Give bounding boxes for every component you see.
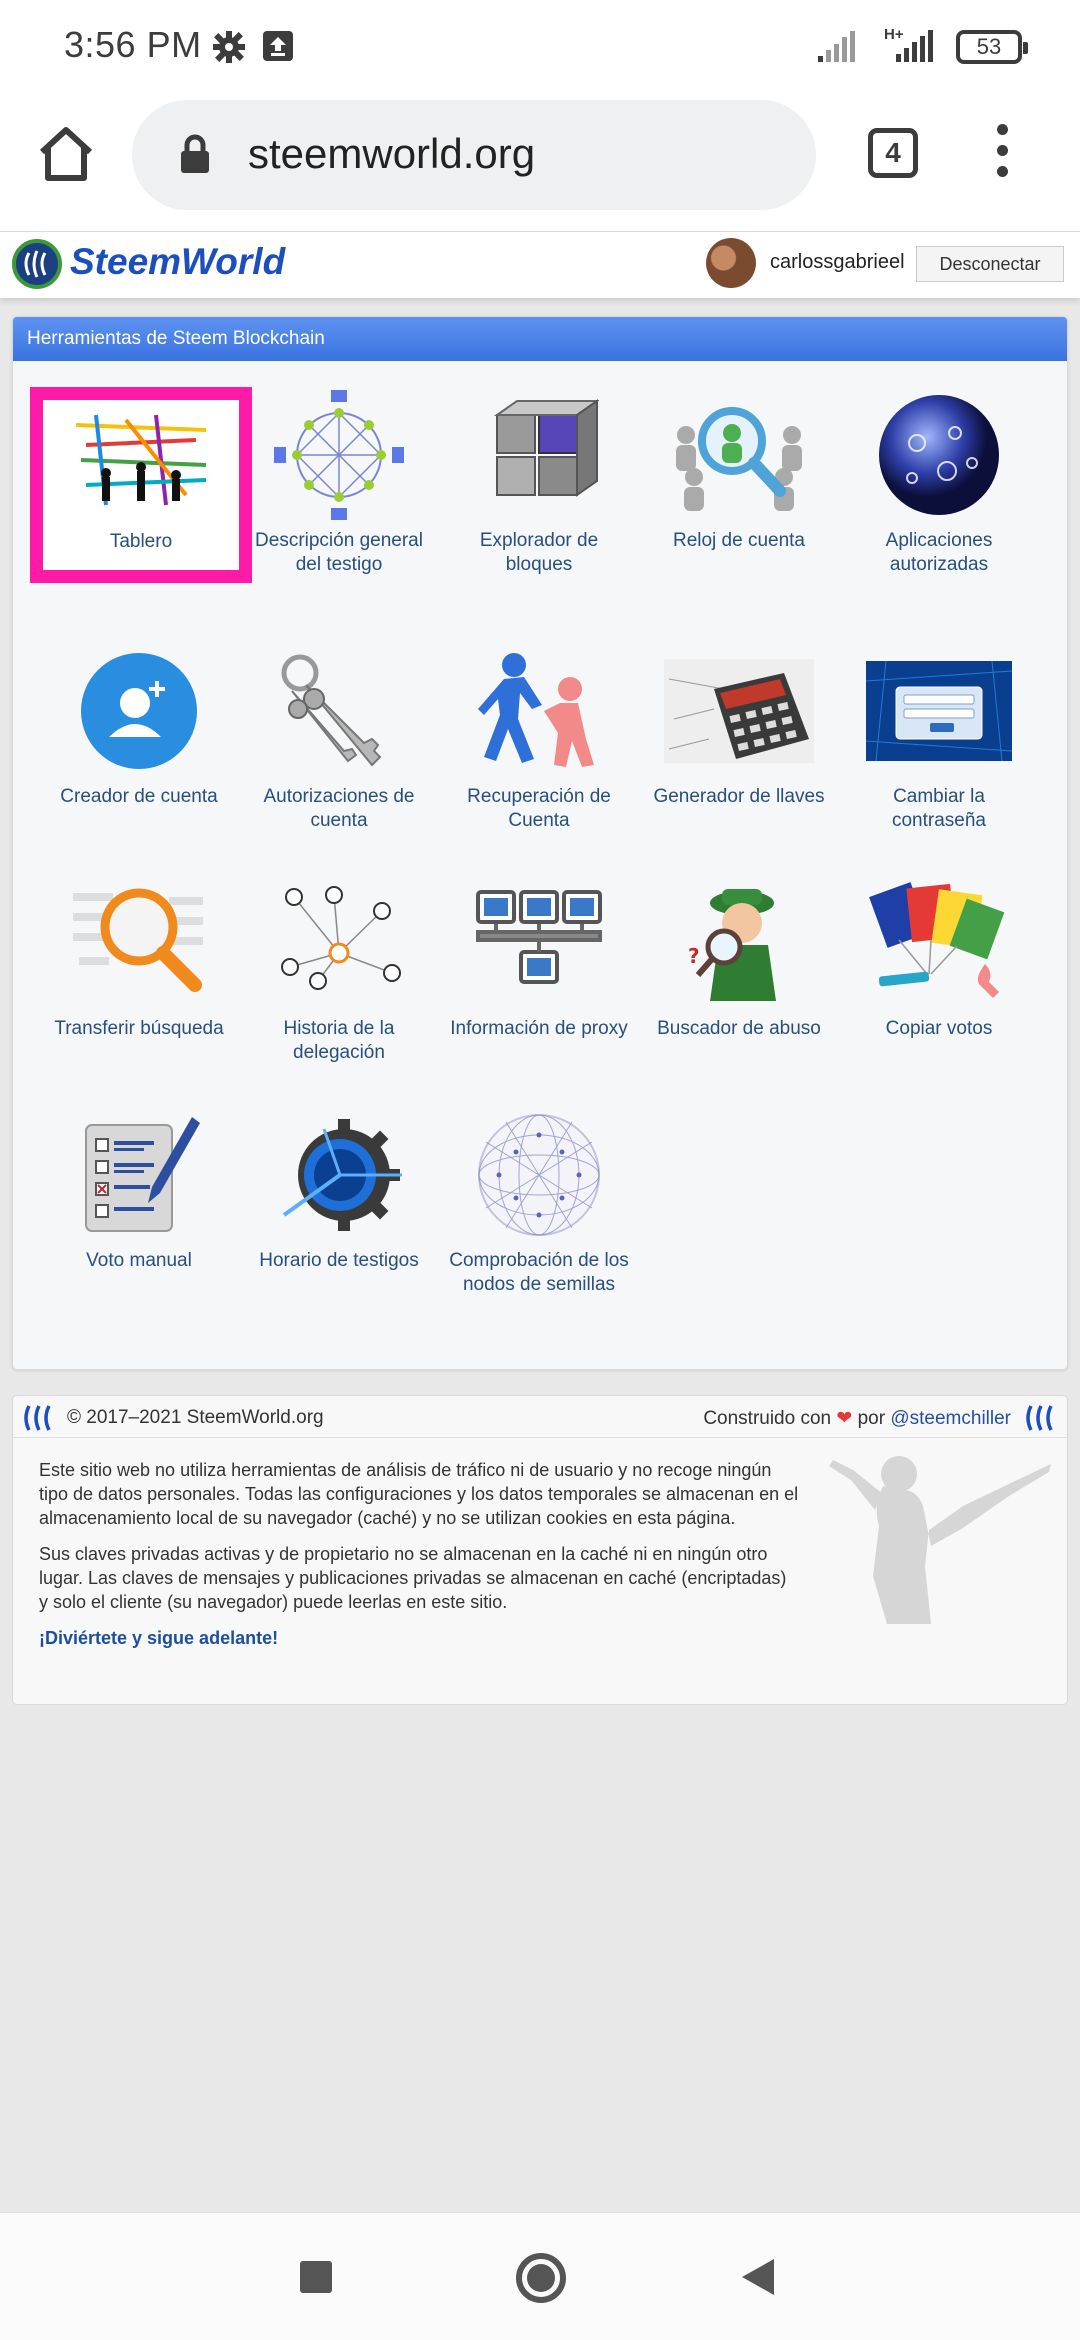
- login-screen-icon: [866, 661, 1012, 761]
- built-by: por: [857, 1408, 886, 1429]
- tool-account-creator[interactable]: [39, 643, 239, 809]
- tool-label: Información de proxy: [450, 1018, 628, 1039]
- home-icon[interactable]: [34, 122, 98, 186]
- add-user-icon: [79, 651, 199, 771]
- cards-icon: [869, 878, 1009, 1008]
- system-navigation-bar: [0, 2212, 1080, 2340]
- witness-network-icon: [274, 390, 404, 520]
- tool-label: Buscador de abuso: [657, 1018, 821, 1039]
- browser-toolbar: [0, 96, 1080, 232]
- upload-icon: [262, 30, 294, 62]
- copyright-text: © 2017–2021 SteemWorld.org: [67, 1407, 324, 1428]
- tool-account-watch[interactable]: [639, 387, 839, 553]
- tool-label: Cambiar la contraseña: [891, 786, 986, 831]
- tool-label: Autorizaciones de cuenta: [263, 786, 415, 831]
- tool-key-generator[interactable]: [639, 643, 839, 809]
- mesh-sphere-icon: [476, 1112, 602, 1238]
- tool-label: Historia de la delegación: [283, 1018, 395, 1063]
- tool-witness-schedule[interactable]: [239, 1107, 439, 1273]
- recents-button[interactable]: [300, 2261, 332, 2293]
- tool-label: Explorador de bloques: [479, 530, 599, 575]
- tool-label: Reloj de cuenta: [672, 530, 806, 551]
- keys-icon: [274, 651, 404, 771]
- status-bar: [0, 0, 1080, 96]
- woman-silhouette-icon: [813, 1446, 1053, 1626]
- tool-transfer-search[interactable]: [39, 875, 239, 1041]
- tool-label: Copiar votos: [885, 1018, 993, 1039]
- search-document-icon: [69, 883, 209, 1003]
- site-logo-text[interactable]: SteemWorld: [70, 241, 286, 282]
- tool-label: Aplicaciones autorizadas: [885, 530, 993, 575]
- network-type-label: H+: [884, 26, 904, 43]
- tool-label: Horario de testigos: [259, 1250, 419, 1271]
- signal-icon: [816, 30, 860, 64]
- tools-panel: [12, 316, 1068, 1370]
- tool-delegation-history[interactable]: [239, 875, 439, 1065]
- clock-gear-icon: [274, 1115, 404, 1235]
- address-bar[interactable]: [132, 100, 816, 210]
- disconnect-button[interactable]: Desconectar: [916, 246, 1064, 282]
- tool-seed-node-check[interactable]: [439, 1107, 639, 1297]
- checklist-pen-icon: [74, 1115, 204, 1235]
- tool-label: Voto manual: [86, 1250, 192, 1271]
- steem-icon: [23, 1404, 55, 1432]
- signal-strong-icon: [882, 30, 938, 64]
- tool-label: Creador de cuenta: [60, 786, 218, 807]
- privacy-paragraph: Este sitio web no utiliza herramientas de análisis de tráfico ni de usuario y no recoge ningún tipo de datos personales. Todas las configuraciones y los datos temporales se almacenan en el almacenamiento local de su navegador (caché) y no se utilizan cookies en esta página.: [39, 1460, 799, 1528]
- avatar[interactable]: [706, 238, 756, 288]
- tab-switcher-button[interactable]: 4: [868, 128, 918, 178]
- tool-account-authorizations[interactable]: [239, 643, 439, 833]
- lock-icon: [178, 134, 212, 174]
- heart-icon: ❤: [836, 1408, 853, 1429]
- footer-text: [39, 1458, 799, 1662]
- dashboard-icon: [66, 405, 216, 515]
- tool-manual-vote[interactable]: [39, 1107, 239, 1273]
- author-link[interactable]: @steemchiller: [890, 1408, 1011, 1429]
- delegation-network-icon: [274, 883, 404, 1003]
- footer-bar: [13, 1396, 1067, 1438]
- settings-gear-icon: [212, 30, 246, 64]
- username[interactable]: carlossgabrieel: [770, 251, 905, 273]
- tool-witness-overview[interactable]: [239, 387, 439, 577]
- steem-icon: [1025, 1404, 1057, 1432]
- tool-authorized-apps[interactable]: [839, 387, 1039, 577]
- tool-label: Transferir búsqueda: [54, 1018, 224, 1039]
- globe-apps-icon: [877, 393, 1001, 517]
- panel-title: Herramientas de Steem Blockchain: [13, 317, 1067, 361]
- built-with-text: [703, 1407, 1011, 1430]
- tool-label: Generador de llaves: [653, 786, 825, 807]
- footer-panel: [12, 1395, 1068, 1705]
- blocks-cube-icon: [479, 395, 599, 515]
- tool-abuse-finder[interactable]: [639, 875, 839, 1041]
- overflow-menu-icon[interactable]: [990, 124, 1014, 184]
- proxy-monitors-icon: [474, 888, 604, 998]
- tool-block-explorer[interactable]: [439, 387, 639, 577]
- tool-dashboard[interactable]: [30, 387, 252, 583]
- tool-label: Recuperación de Cuenta: [467, 786, 611, 831]
- home-button[interactable]: [516, 2253, 566, 2303]
- helping-hand-icon: [474, 649, 604, 773]
- tool-label: Descripción general del testigo: [255, 530, 423, 575]
- magnifier-people-icon: [664, 395, 814, 515]
- calculator-icon: [664, 659, 814, 763]
- footer-cta: ¡Diviértete y sigue adelante!: [39, 1628, 279, 1648]
- tool-proxy-info[interactable]: [439, 875, 639, 1041]
- detective-icon: [684, 883, 794, 1003]
- tool-label: Tablero: [109, 531, 173, 552]
- tool-account-recovery[interactable]: [439, 643, 639, 833]
- built-prefix: Construido con: [703, 1408, 832, 1429]
- svg-text:?: ?: [688, 944, 700, 968]
- status-time: 3:56 PM: [64, 24, 202, 65]
- tool-label: Comprobación de los nodos de semillas: [449, 1250, 629, 1295]
- keys-paragraph: Sus claves privadas activas y de propietario no se almacenan en la caché ni en ningún otro lugar. Las claves de mensajes y publicaciones privadas se almacenan en caché (encriptadas) y solo el cliente (su navegador) puede leerlas en este sitio.: [39, 1544, 787, 1612]
- tool-change-password[interactable]: [839, 643, 1039, 833]
- steem-logo-icon[interactable]: [12, 239, 62, 289]
- tool-copy-votes[interactable]: [839, 875, 1039, 1041]
- site-header: [0, 232, 1080, 298]
- battery-indicator: 53: [956, 30, 1022, 64]
- url-text: steemworld.org: [248, 130, 536, 177]
- back-button[interactable]: [742, 2259, 774, 2295]
